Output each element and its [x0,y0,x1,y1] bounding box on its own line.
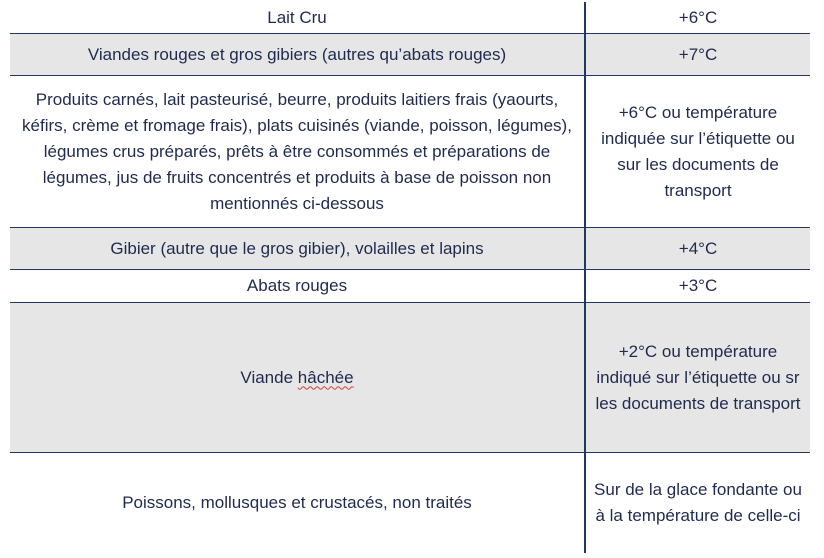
spellcheck-flagged-word: hâchée [297,367,354,387]
table-row [10,303,810,453]
table-row [10,34,810,76]
product-text [240,365,353,391]
table-row [10,228,810,270]
table-row [10,453,810,553]
product-cell: Poissons, mollusques et crustacés, non traités [10,453,586,553]
temperature-cell: +4°C [678,238,718,258]
product-cell: Gibier (autre que le gros gibier), volailles et lapins [10,228,586,269]
product-cell: Produits carnés, lait pasteurisé, beurre, produits laitiers frais (yaourts, kéfirs, crème et fromage frais), plats cuisinés (viande, poisson, légumes), légumes crus préparés, prêts à être consommés et préparations de légumes, jus de fruits concentrés et produits à base de poisson non mentionnés ci-dessous [10,76,586,227]
temperature-cell: +2°C ou température indiqué sur l’étiquette ou sr les documents de transport [595,341,801,413]
product-cell: Viandes rouges et gros gibiers (autres qu’abats rouges) [10,34,586,75]
product-cell: Abats rouges [10,270,586,302]
product-cell [10,303,586,452]
temperature-cell: +6°C [678,7,718,27]
table-row [10,270,810,303]
product-text-prefix: Viande [240,367,298,387]
temperature-table [10,2,810,553]
temperature-cell: +7°C [678,44,718,64]
temperature-cell: Sur de la glace fondante ou à la température de celle-ci [594,480,802,525]
temperature-cell: +3°C [678,276,718,295]
temperature-cell: +6°C ou température indiquée sur l’étiquette ou sur les documents de transport [601,102,795,200]
table-row [10,76,810,228]
product-cell: Lait Cru [10,2,586,33]
table-row [10,2,810,34]
